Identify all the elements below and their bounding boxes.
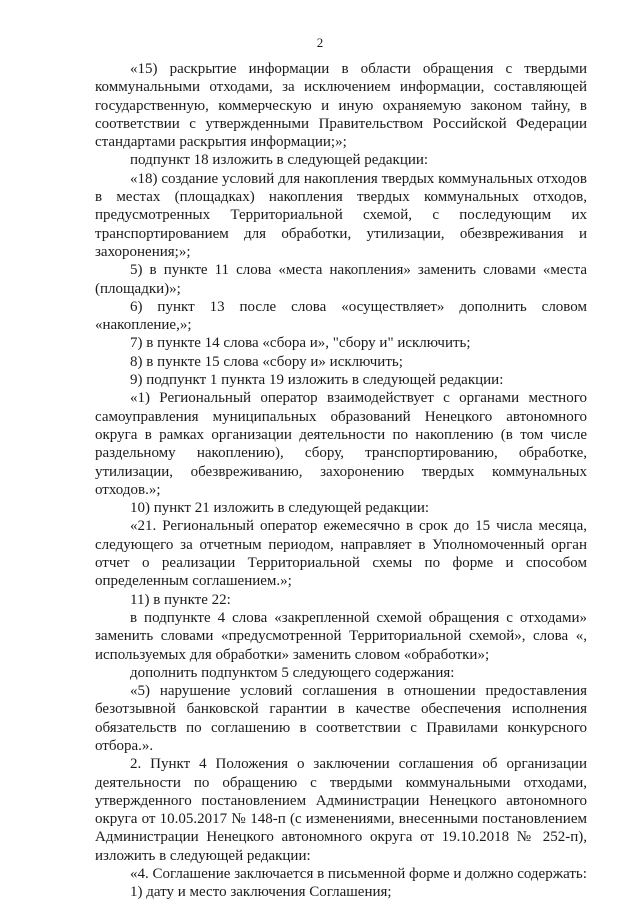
paragraph-5-point-11: 5) в пункте 11 слова «места накопления» заменить словами «места (площадки)»; — [95, 262, 587, 297]
paragraph-11-point-22: 11) в пункте 22: — [130, 591, 231, 608]
paragraph-4-agreement-form: «4. Соглашение заключается в письменной форме и должно содержать: — [130, 866, 587, 883]
paragraph-9-point-19-intro: 9) подпункт 1 пункта 19 изложить в следующей редакции: — [130, 372, 504, 389]
paragraph-6-point-13: 6) пункт 13 после слова «осуществляет» дополнить словом «накопление,»; — [95, 298, 587, 334]
page-number: 2 — [316, 35, 324, 50]
document-body — [95, 60, 587, 902]
paragraph-subpoint-4-replace: в подпункте 4 слова «закрепленной схемой обращения с отходами» заменить словами «предусмотренной Территориальной схемой», слова «, используемых для обработки» заменить словом «обработки»; — [95, 609, 587, 663]
paragraph-add-subpoint-5: дополнить подпунктом 5 следующего содержания: — [130, 664, 455, 681]
paragraph-15-disclosure: «15) раскрытие информации в области обращения с твердыми коммунальными отходами, за исключением информации, составляющей государственную, коммерческую и иную охраняемую законом тайну, в соответствии с утвержденными Правительством Российской Федерации стандартами раскрытия информации;»; — [95, 61, 587, 151]
paragraph-1-date-place: 1) дату и место заключения Соглашения; — [130, 884, 392, 901]
paragraph-18-conditions: «18) создание условий для накопления твердых коммунальных отходов в местах (площадках) накопления твердых коммунальных отходов, предусмотренных Территориальной схемой, с последующим их транспортированием для обработки, утилизации, обезвреживания и захоронения;»; — [95, 170, 587, 260]
paragraph-5-bank-guarantee: «5) нарушение условий соглашения в отношении предоставления безотзывной банковской гарантии в качестве обеспечения исполнения обязательств по соглашению в соответствии с Правилами конкурсного отбора.». — [95, 683, 587, 754]
paragraph-2-agreement-regulation: 2. Пункт 4 Положения о заключении соглашения об организации деятельности по обращению с твердыми коммунальными отходами, утвержденного постановлением Администрации Ненецкого автономного округа от 10.05.2017 № 148-п (с изменениями, внесенными постановлением Администрации Ненецкого автономного округа от 19.10.2018 № 252-п), изложить в следующей редакции: — [95, 756, 587, 864]
paragraph-21-monthly-report: «21. Региональный оператор ежемесячно в срок до 15 числа месяца, следующего за отчетным периодом, направляет в Уполномоченный орган отчет о реализации Территориальной схемы по форме и способом определенным соглашением.»; — [95, 518, 587, 590]
paragraph-10-point-21-intro: 10) пункт 21 изложить в следующей редакции: — [130, 500, 430, 517]
paragraph-subpoint-18-intro: подпункт 18 изложить в следующей редакции: — [130, 152, 429, 169]
paragraph-7-point-14: 7) в пункте 14 слова «сбора и», "сбору и" исключить; — [130, 335, 471, 352]
paragraph-8-point-15: 8) в пункте 15 слова «сбору и» исключить; — [130, 353, 403, 370]
paragraph-1-regional-operator: «1) Региональный оператор взаимодействует с органами местного самоуправления муниципальных образований Ненецкого автономного округа в рамках организации деятельности по накоплению (в том числе раздельному накоплению), сбору, транспортированию, обработке, утилизации, обезвреживанию, захоронению твердых коммунальных отходов.»; — [95, 390, 587, 498]
